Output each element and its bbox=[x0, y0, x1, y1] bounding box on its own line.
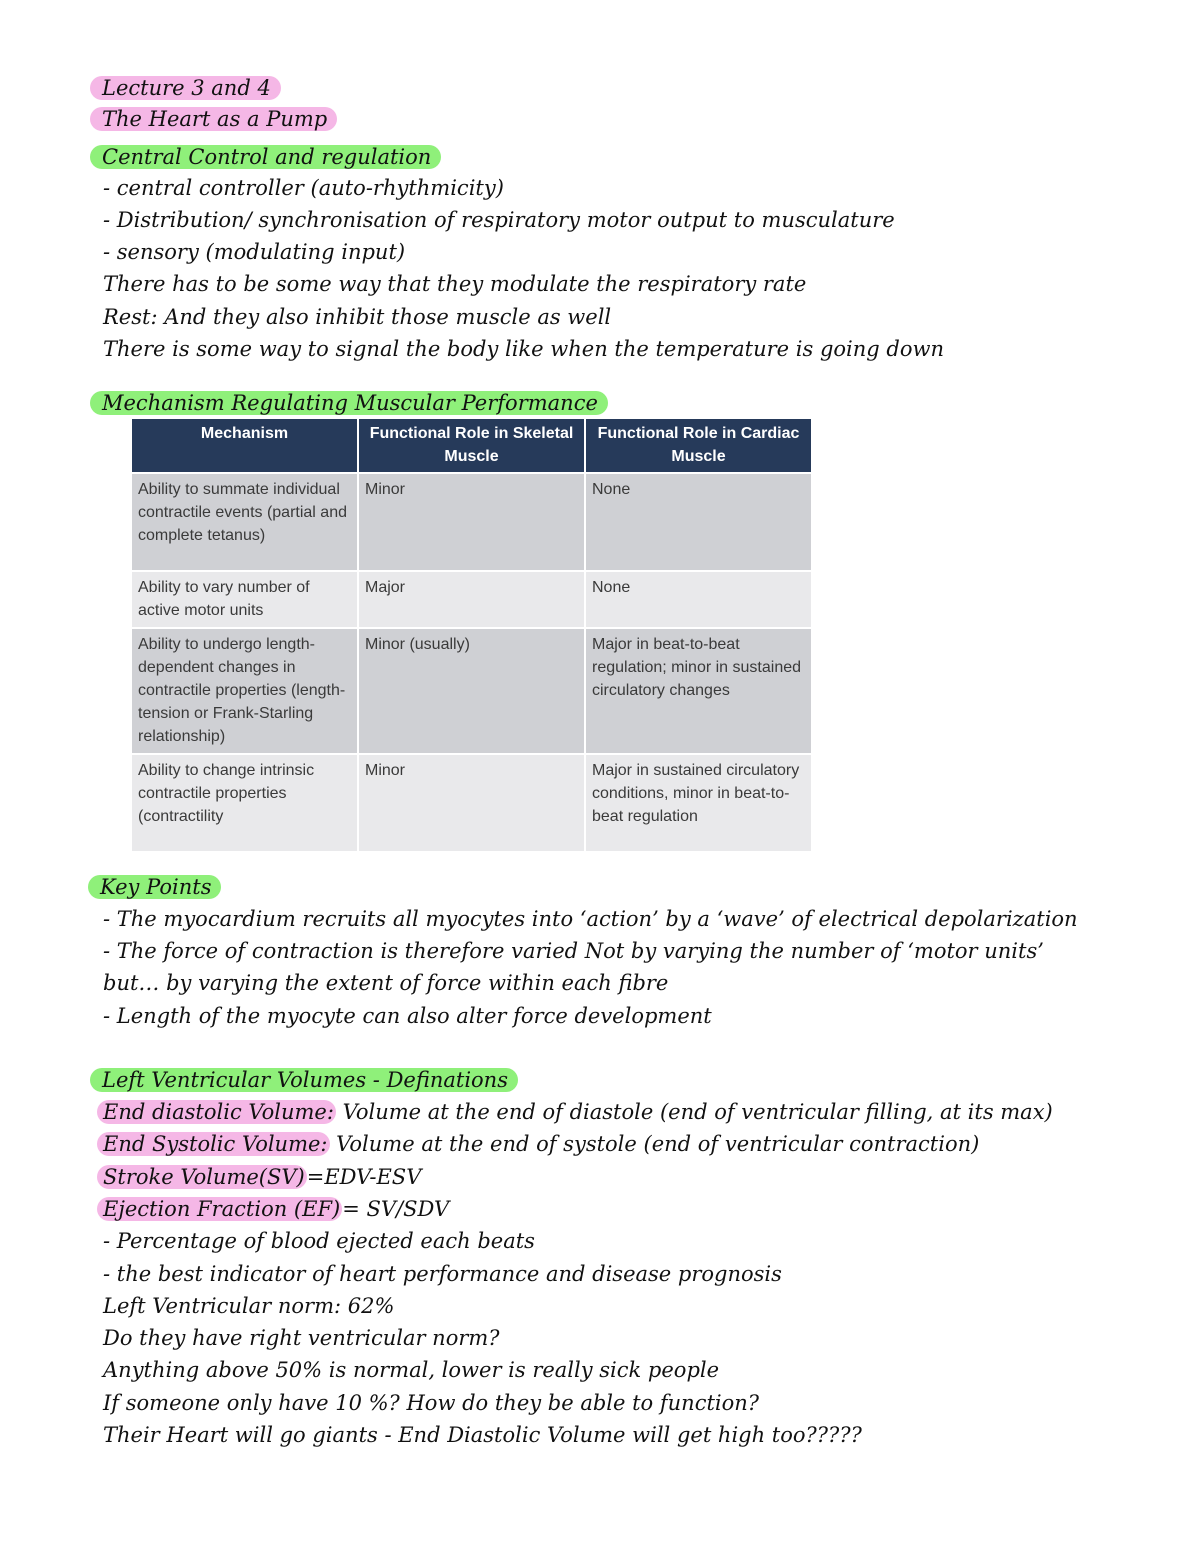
lv-note-line: Anything above 50% is normal, lower is really sick people bbox=[103, 1358, 720, 1382]
definition-text: = SV/SDV bbox=[342, 1197, 450, 1221]
central-control-line: There is some way to signal the body like when the temperature is going down bbox=[103, 337, 944, 361]
column-header-cardiac: Functional Role in Cardiac Muscle bbox=[585, 419, 811, 473]
table-cell: Minor (usually) bbox=[358, 628, 585, 754]
definition-term: Ejection Fraction (EF) bbox=[97, 1197, 342, 1221]
lv-note-line: If someone only have 10 %? How do they be able to function? bbox=[103, 1391, 760, 1415]
central-control-line: - sensory (modulating input) bbox=[103, 240, 406, 264]
table-cell: Ability to change intrinsic contractile properties (contractility bbox=[132, 754, 358, 852]
definition-ef bbox=[103, 1195, 449, 1223]
mechanism-table bbox=[132, 419, 811, 853]
definition-term: Stroke Volume(SV) bbox=[97, 1165, 307, 1189]
table-cell: Major in beat-to-beat regulation; minor in sustained circulatory changes bbox=[585, 628, 811, 754]
table-cell: Minor bbox=[358, 473, 585, 571]
central-control-line: - Distribution/ synchronisation of respiratory motor output to musculature bbox=[103, 208, 895, 232]
mechanism-heading bbox=[90, 389, 608, 417]
central-control-heading bbox=[90, 143, 441, 171]
mechanism-heading-text: Mechanism Regulating Muscular Performance bbox=[90, 391, 608, 415]
column-header-mechanism: Mechanism bbox=[132, 419, 358, 473]
table-row bbox=[132, 628, 811, 754]
table-row bbox=[132, 571, 811, 628]
table-row bbox=[132, 754, 811, 852]
table-cell: Major bbox=[358, 571, 585, 628]
lecture-title bbox=[90, 74, 281, 102]
page-subtitle bbox=[90, 105, 337, 133]
lv-volumes-heading bbox=[90, 1066, 518, 1094]
definition-text: Volume at the end of diastole (end of ventricular filling, at its max) bbox=[335, 1100, 1053, 1124]
definition-sv bbox=[103, 1163, 421, 1191]
definition-text: =EDV-ESV bbox=[306, 1165, 422, 1189]
lv-note-line: Left Ventricular norm: 62% bbox=[103, 1294, 395, 1318]
key-point-line: - The force of contraction is therefore varied Not by varying the number of ‘motor units’ bbox=[103, 939, 1044, 963]
central-control-heading-text: Central Control and regulation bbox=[90, 145, 441, 169]
definition-edv bbox=[103, 1098, 1053, 1126]
table-cell: Minor bbox=[358, 754, 585, 852]
definition-term: End diastolic Volume: bbox=[97, 1100, 336, 1124]
central-control-line: There has to be some way that they modulate the respiratory rate bbox=[103, 272, 807, 296]
lv-volumes-heading-text: Left Ventricular Volumes - Definations bbox=[90, 1068, 518, 1092]
key-points-heading-text: Key Points bbox=[88, 875, 221, 899]
central-control-line: - central controller (auto-rhythmicity) bbox=[103, 176, 504, 200]
lv-note-line: - the best indicator of heart performance and disease prognosis bbox=[103, 1262, 782, 1286]
column-header-skeletal: Functional Role in Skeletal Muscle bbox=[358, 419, 585, 473]
key-point-line: but… by varying the extent of force within each fibre bbox=[103, 971, 669, 995]
key-points-heading bbox=[88, 873, 221, 901]
key-point-line: - The myocardium recruits all myocytes into ‘action’ by a ‘wave’ of electrical depolarization bbox=[103, 907, 1078, 931]
lecture-title-text: Lecture 3 and 4 bbox=[90, 76, 281, 100]
table-cell: None bbox=[585, 571, 811, 628]
table-cell: None bbox=[585, 473, 811, 571]
table-cell: Ability to undergo length-dependent changes in contractile properties (length-tension or Frank-Starling relationship) bbox=[132, 628, 358, 754]
definition-esv bbox=[103, 1130, 979, 1158]
table-cell: Major in sustained circulatory conditions, minor in beat-to-beat regulation bbox=[585, 754, 811, 852]
definition-term: End Systolic Volume: bbox=[97, 1132, 330, 1156]
key-point-line: - Length of the myocyte can also alter force development bbox=[103, 1004, 712, 1028]
definition-text: Volume at the end of systole (end of ventricular contraction) bbox=[329, 1132, 980, 1156]
lv-note-line: - Percentage of blood ejected each beats bbox=[103, 1229, 535, 1253]
table-row bbox=[132, 473, 811, 571]
page-subtitle-text: The Heart as a Pump bbox=[90, 107, 337, 131]
table-cell: Ability to summate individual contractile events (partial and complete tetanus) bbox=[132, 473, 358, 571]
lv-note-line: Their Heart will go giants - End Diastolic Volume will get high too????? bbox=[103, 1423, 862, 1447]
lv-note-line: Do they have right ventricular norm? bbox=[103, 1326, 500, 1350]
table-header-row bbox=[132, 419, 811, 473]
central-control-line: Rest: And they also inhibit those muscle as well bbox=[103, 305, 612, 329]
table-cell: Ability to vary number of active motor units bbox=[132, 571, 358, 628]
